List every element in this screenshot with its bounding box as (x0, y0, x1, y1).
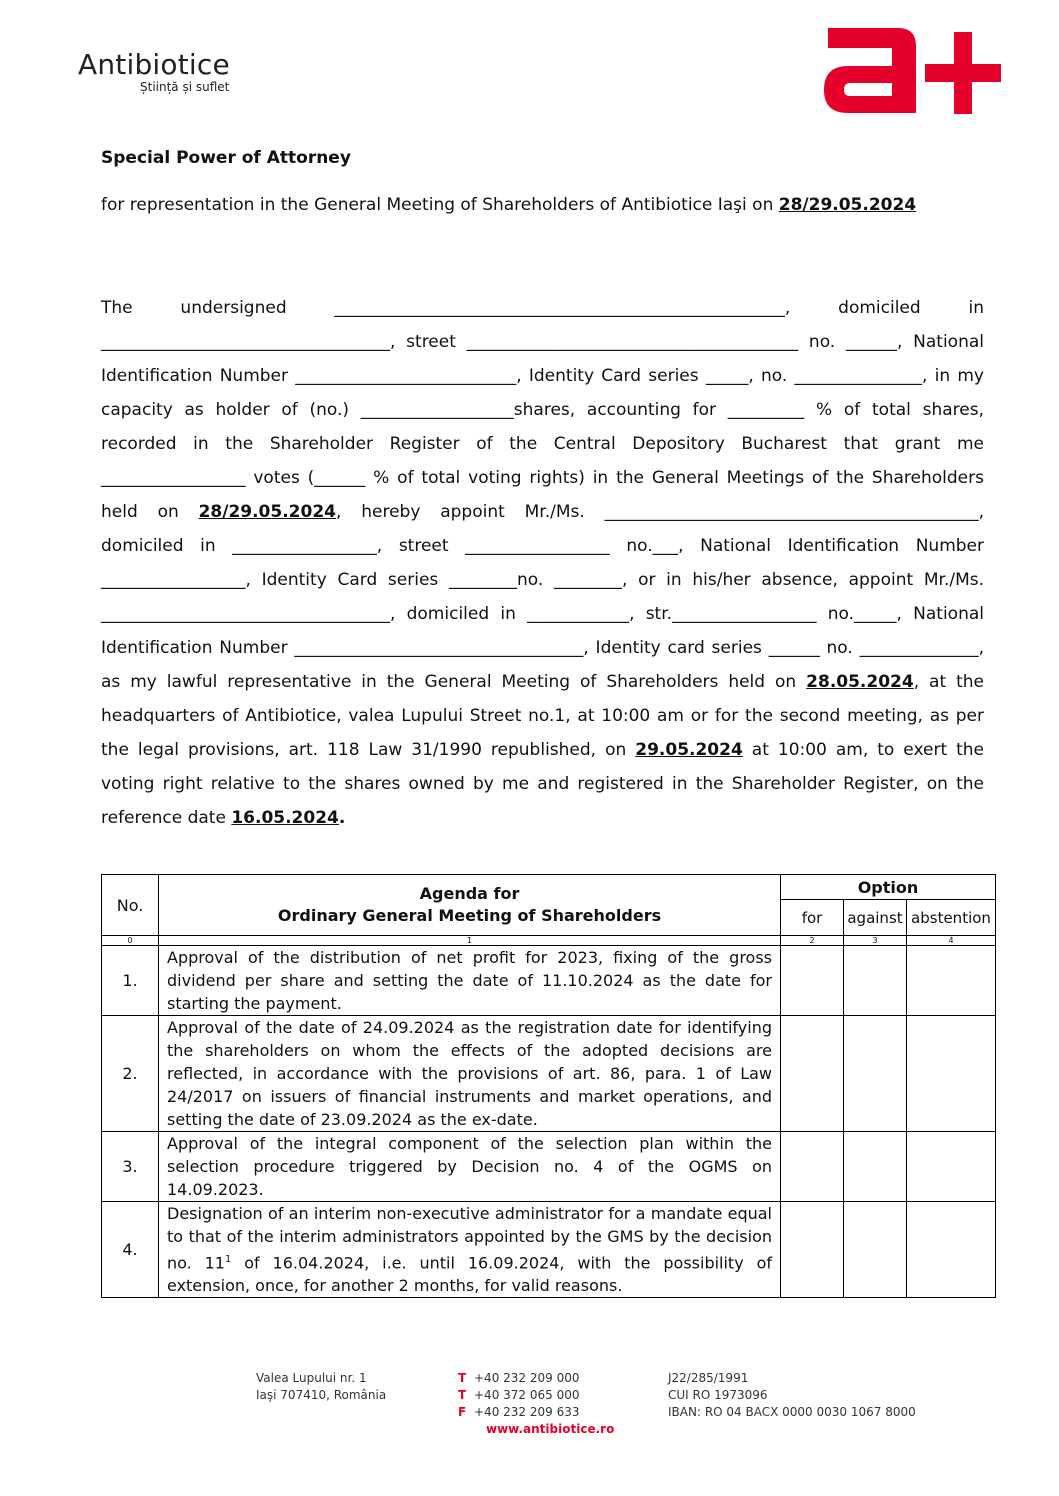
phone-1: +40 232 209 000 (474, 1371, 580, 1385)
col-header-abstention: abstention (907, 900, 996, 936)
column-index-row (102, 936, 996, 946)
vote-against-cell[interactable] (844, 1016, 907, 1132)
body-part-1: The undersigned _____________________________________________________, domiciled in __________________________________, street _______________________________________ no. ______, National Identification Number __________________________, Identity Card series _____, no. _______________, in my capacity as holder of (no.) __________________shares, accounting for _________ % of total shares, recorded in the Shareholder Register of the Central Depository Bucharest that grant me _________________ votes (______ % of total voting rights) in the General Meetings of the Shareholders held on (101, 298, 984, 522)
col-index: 4 (907, 936, 996, 946)
agenda-item-text: Approval of the date of 24.09.2024 as the registration date for identifying the shareholders on whom the effects of the adopted decisions are reflected, in accordance with the provisions of art. 86, para. 1 of Law 24/2017 on issuers of financial instruments and market operations, and setting the date of 23.09.2024 as the ex-date. (159, 1016, 781, 1132)
footer-registration (668, 1370, 916, 1421)
body-part-2: , hereby appoint Mr./Ms. ____________________________________________, domiciled in _________________, street _________________ no.___, National Identification Number _________________, Identity Card series ________no. ________, or in his/her absence, appoint Mr./Ms. __________________________________, domiciled in ____________, str._________________ no._____, National Identification Number __________________________________, Identity card series ______ no. ______________, as my lawful representative in the General Meeting of Shareholders held on (101, 502, 984, 692)
vote-abstention-cell[interactable] (907, 946, 996, 1016)
phone-label: T (458, 1371, 467, 1385)
company-logo (78, 48, 230, 94)
agenda-item-text-part-b: of 16.04.2024, i.e. until 16.09.2024, with the possibility of extension, once, for another 2 months, for valid reasons. (167, 1253, 772, 1296)
fax-number: +40 232 209 633 (474, 1405, 580, 1419)
body-part-3: , at the headquarters of Antibiotice, valea Lupului Street no.1, at 10:00 am or for the second meeting, as per the legal provisions, art. 118 Law 31/1990 republished, on (101, 672, 984, 760)
agenda-header-line1: Agenda for (419, 884, 520, 903)
attorney-body-paragraph (101, 291, 984, 835)
col-header-for: for (781, 900, 844, 936)
col-header-agenda (159, 875, 781, 936)
subtitle-text: for representation in the General Meeting of Shareholders of Antibiotice Iaşi on (101, 195, 774, 215)
vote-abstention-cell[interactable] (907, 1132, 996, 1202)
fax-label: F (458, 1405, 467, 1419)
agenda-row (102, 1016, 996, 1132)
reference-date: 16.05.2024 (231, 808, 339, 828)
vote-for-cell[interactable] (781, 1132, 844, 1202)
col-index: 1 (159, 936, 781, 946)
agenda-number: 4. (102, 1202, 159, 1298)
vote-for-cell[interactable] (781, 1016, 844, 1132)
first-meeting-date: 28.05.2024 (806, 672, 914, 692)
company-name: Antibiotice (78, 48, 230, 81)
agenda-item-text-part-a: Designation of an interim non-executive administrator for a mandate equal to that of the interim administrators appointed by the GMS by the decision no. 11 (167, 1204, 772, 1273)
vote-for-cell[interactable] (781, 1202, 844, 1298)
footer-phones (458, 1370, 614, 1438)
agenda-item-text (159, 1202, 781, 1298)
col-index: 3 (844, 936, 907, 946)
a-plus-logo-icon (820, 18, 1002, 118)
vote-against-cell[interactable] (844, 1132, 907, 1202)
col-index: 0 (102, 936, 159, 946)
agenda-row (102, 1202, 996, 1298)
col-header-against: against (844, 900, 907, 936)
agenda-row (102, 946, 996, 1016)
document-subtitle (101, 195, 916, 215)
agenda-header-line2: Ordinary General Meeting of Shareholders (277, 906, 662, 925)
phone-label: T (458, 1388, 467, 1402)
address-line-2: Iaşi 707410, România (256, 1388, 387, 1402)
document-title: Special Power of Attorney (101, 148, 351, 168)
body-part-5: . (338, 808, 346, 828)
phone-2: +40 372 065 000 (474, 1388, 580, 1402)
vote-abstention-cell[interactable] (907, 1016, 996, 1132)
company-tagline: Știință și suflet (140, 80, 230, 94)
agenda-table (101, 874, 996, 1298)
website-link[interactable]: www.antibiotice.ro (486, 1422, 615, 1436)
col-header-option: Option (781, 875, 996, 900)
iban: IBAN: RO 04 BACX 0000 0030 1067 8000 (668, 1405, 916, 1419)
vote-for-cell[interactable] (781, 946, 844, 1016)
subtitle-date: 28/29.05.2024 (778, 195, 917, 215)
decision-superscript: 1 (224, 1254, 232, 1265)
agenda-item-text: Approval of the integral component of the selection plan within the selection procedure triggered by Decision no. 4 of the OGMS on 14.09.2023. (159, 1132, 781, 1202)
agenda-item-text: Approval of the distribution of net profit for 2023, fixing of the gross dividend per share and setting the date of 11.10.2024 as the date for starting the payment. (159, 946, 781, 1016)
agenda-row (102, 1132, 996, 1202)
registration-number: J22/285/1991 (668, 1371, 749, 1385)
footer-address (256, 1370, 386, 1404)
vote-against-cell[interactable] (844, 1202, 907, 1298)
col-index: 2 (781, 936, 844, 946)
second-meeting-date: 29.05.2024 (635, 740, 743, 760)
vote-abstention-cell[interactable] (907, 1202, 996, 1298)
agenda-number: 3. (102, 1132, 159, 1202)
body-part-4: at 10:00 am, to exert the voting right relative to the shares owned by me and registered in the Shareholder Register, on the reference date (101, 740, 984, 828)
col-header-no: No. (102, 875, 159, 936)
address-line-1: Valea Lupului nr. 1 (256, 1371, 367, 1385)
vote-against-cell[interactable] (844, 946, 907, 1016)
agenda-number: 1. (102, 946, 159, 1016)
fiscal-code: CUI RO 1973096 (668, 1388, 768, 1402)
agenda-number: 2. (102, 1016, 159, 1132)
meeting-dates: 28/29.05.2024 (198, 502, 336, 522)
